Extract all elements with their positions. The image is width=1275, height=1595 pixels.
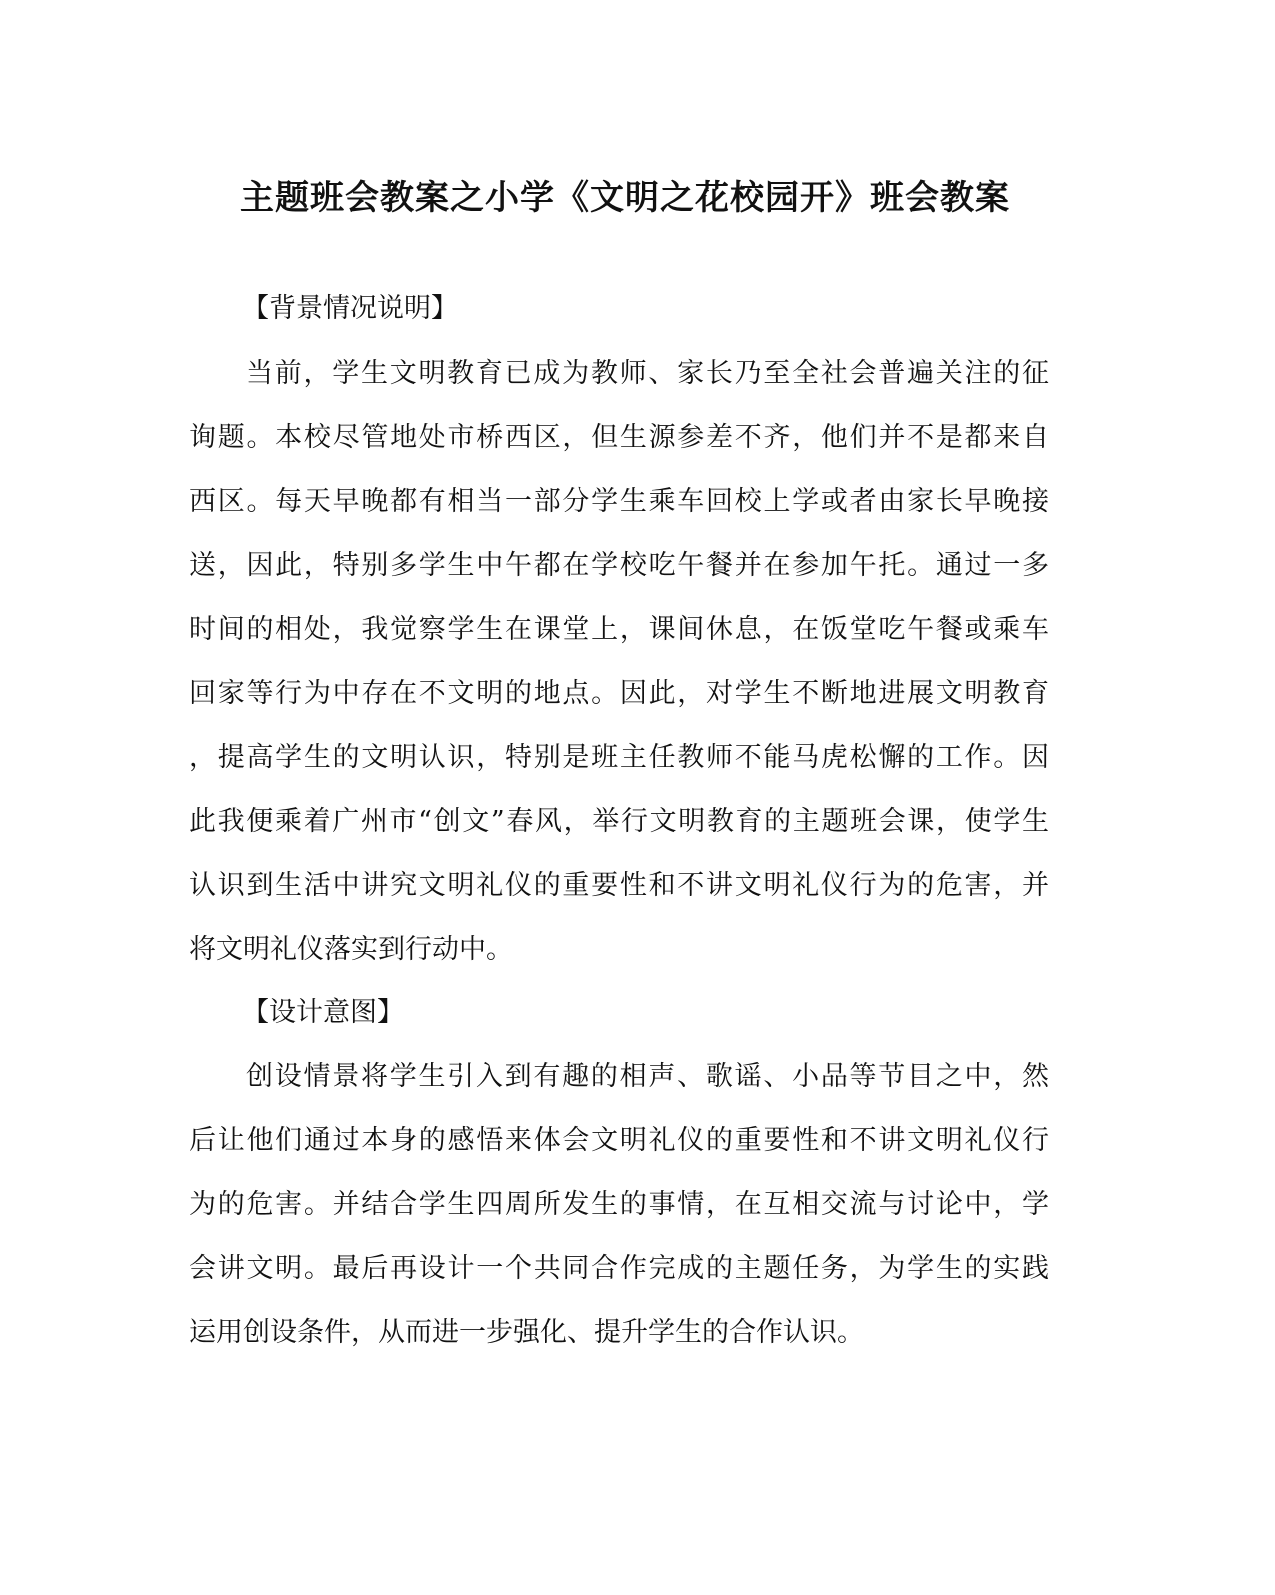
paragraph-line: 时间的相处，我觉察学生在课堂上，课间休息，在饭堂吃午餐或乘车 (189, 614, 1049, 645)
paragraph-line: ，提高学生的文明认识，特别是班主任教师不能马虎松懈的工作。因 (189, 742, 1049, 773)
paragraph-line: 运用创设条件，从而进一步强化、提升学生的合作认识。 (189, 1317, 864, 1348)
paragraph-line: 送，因此，特别多学生中午都在学校吃午餐并在参加午托。通过一多 (189, 550, 1049, 581)
section-heading-background: 【背景情况说明】 (242, 293, 458, 324)
paragraph-line: 回家等行为中存在不文明的地点。因此，对学生不断地进展文明教育 (189, 678, 1049, 709)
paragraph-line: 认识到生活中讲究文明礼仪的重要性和不讲文明礼仪行为的危害，并 (189, 870, 1049, 901)
paragraph-line: 创设情景将学生引入到有趣的相声、歌谣、小品等节目之中，然 (246, 1061, 1049, 1092)
paragraph-line: 询题。本校尽管地处市桥西区，但生源参差不齐，他们并不是都来自 (189, 422, 1049, 453)
paragraph-line: 为的危害。并结合学生四周所发生的事情，在互相交流与讨论中，学 (189, 1189, 1049, 1220)
paragraph-line: 此我便乘着广州市“创文”春风，举行文明教育的主题班会课，使学生 (189, 806, 1049, 837)
paragraph-line: 当前，学生文明教育已成为教师、家长乃至全社会普遍关注的征 (246, 358, 1049, 389)
section-heading-design-intent: 【设计意图】 (242, 997, 404, 1028)
document-title: 主题班会教案之小学《文明之花校园开》班会教案 (240, 178, 1010, 218)
paragraph-line: 西区。每天早晚都有相当一部分学生乘车回校上学或者由家长早晚接 (189, 486, 1049, 517)
paragraph-line: 将文明礼仪落实到行动中。 (189, 934, 513, 965)
paragraph-line: 会讲文明。最后再设计一个共同合作完成的主题任务，为学生的实践 (189, 1253, 1049, 1284)
paragraph-line: 后让他们通过本身的感悟来体会文明礼仪的重要性和不讲文明礼仪行 (189, 1125, 1049, 1156)
